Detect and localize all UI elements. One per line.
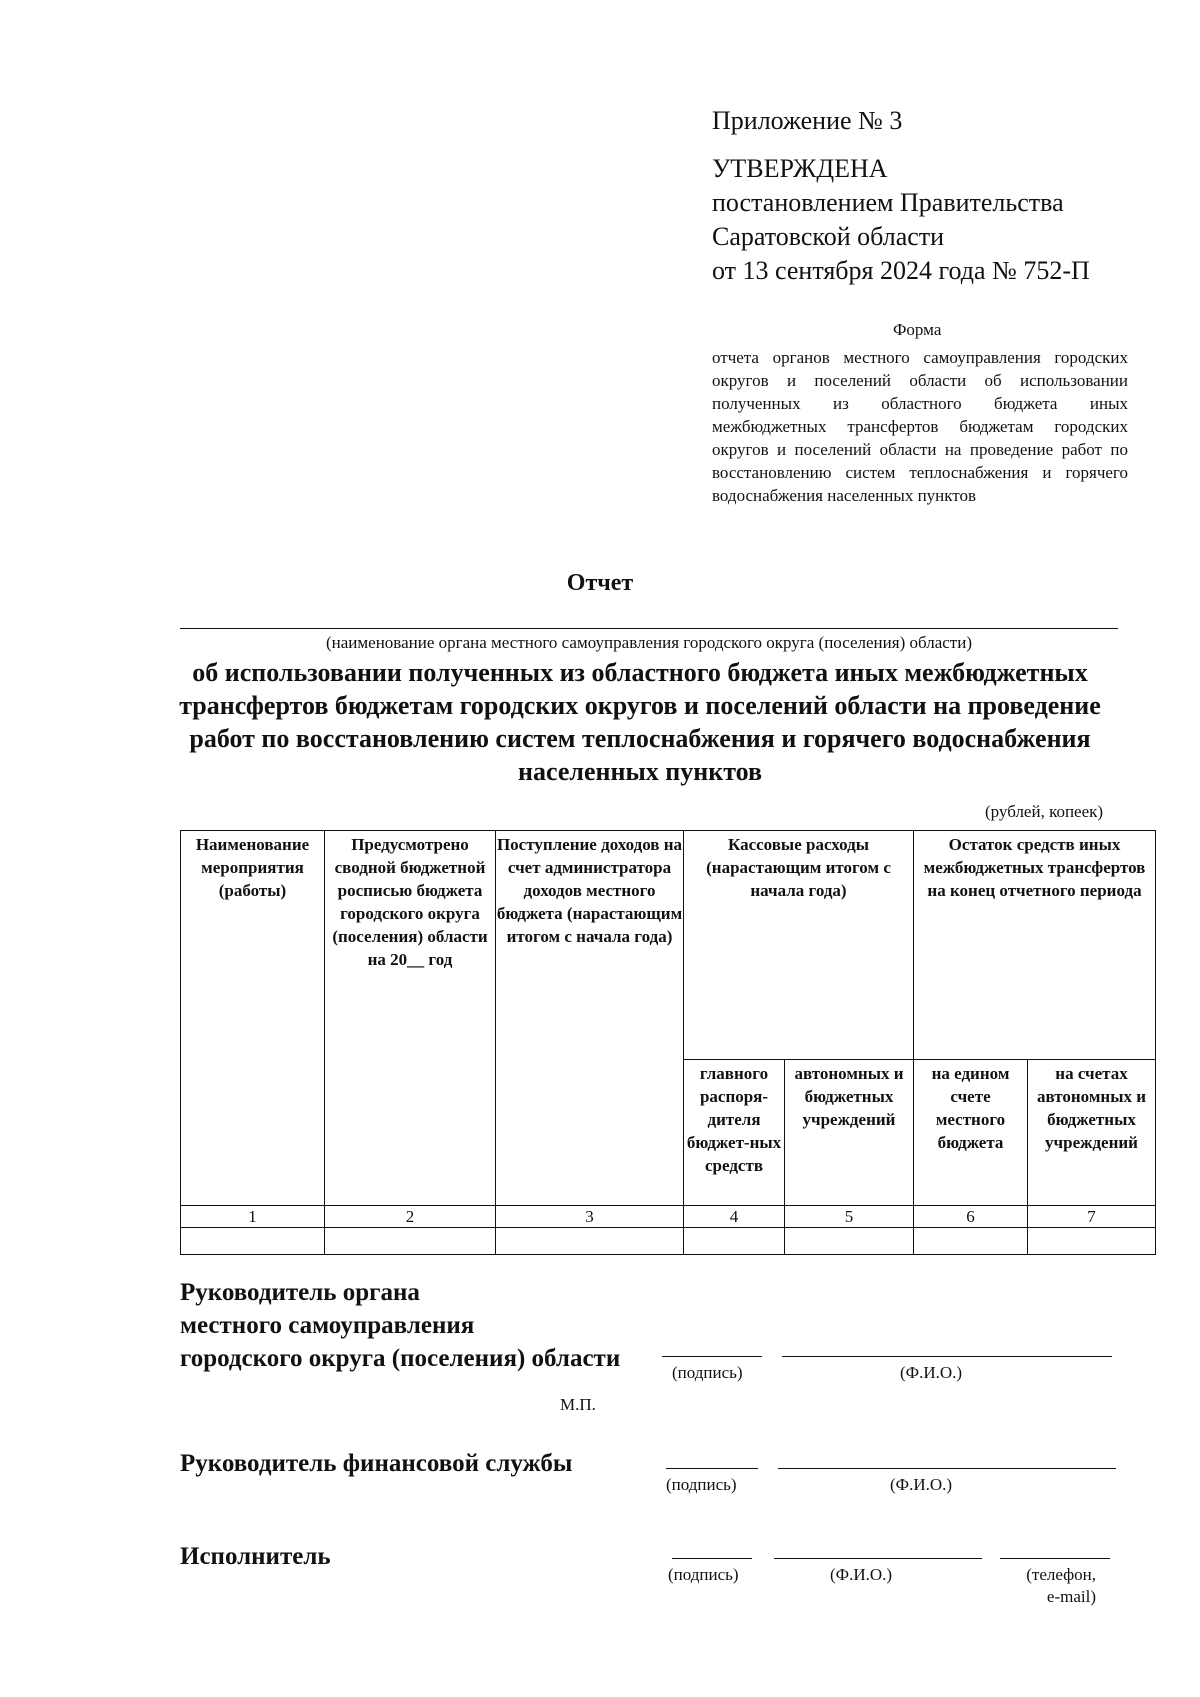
executor-contact-line-2: e-mail) — [1046, 1587, 1096, 1606]
table-cell — [914, 1228, 1028, 1255]
table-cell — [1028, 1228, 1156, 1255]
finance-name-caption: (Ф.И.О.) — [890, 1475, 953, 1494]
column-number-row — [181, 1206, 1156, 1228]
report-title: Отчет — [566, 570, 634, 596]
subheader-institutions-accounts: на счетах автономных и бюджетных учреждений — [1028, 1060, 1156, 1206]
table-row — [181, 1228, 1156, 1255]
report-table — [180, 830, 1156, 1255]
approval-block — [712, 104, 1152, 288]
finance-signature-caption: (подпись) — [666, 1475, 737, 1494]
approved-label: УТВЕРЖДЕНА — [712, 154, 888, 183]
head-title-line-2: местного самоуправления — [180, 1312, 475, 1339]
column-number: 4 — [684, 1206, 785, 1228]
report-subject: об использовании полученных из областного бюджета иных межбюджетных трансфертов бюджетам городских округов и поселений области на проведение работ по восстановлению систем теплоснабжения и горячего водоснабжения населенных пунктов — [179, 658, 1101, 786]
finance-signature-line — [666, 1468, 758, 1469]
column-number: 6 — [914, 1206, 1028, 1228]
table-header-row — [181, 831, 1156, 1060]
column-number: 2 — [325, 1206, 496, 1228]
column-number: 7 — [1028, 1206, 1156, 1228]
form-description: отчета органов местного самоуправления городских округов и поселений области об использовании полученных из областного бюджета иных межбюджетных трансфертов бюджетам городских округов и поселений области на проведение работ по восстановлению систем теплоснабжения и горячего водоснабжения населенных пунктов — [712, 348, 1128, 505]
organization-name-caption: (наименование органа местного самоуправления городского округа (поселения) области) — [326, 633, 972, 652]
head-signature-caption: (подпись) — [672, 1363, 743, 1382]
executor-name-caption: (Ф.И.О.) — [830, 1565, 893, 1584]
column-number: 3 — [496, 1206, 684, 1228]
header-remaining-funds: Остаток средств иных межбюджетных трансфертов на конец отчетного периода — [914, 831, 1156, 1060]
units-note: (рублей, копеек) — [985, 802, 1104, 821]
executor-contact-caption — [1014, 1564, 1096, 1608]
approval-line-1: постановлением Правительства — [712, 188, 1064, 217]
table-cell — [496, 1228, 684, 1255]
head-name-caption: (Ф.И.О.) — [900, 1363, 963, 1382]
head-title-line-1: Руководитель органа — [180, 1279, 420, 1306]
table-cell — [181, 1228, 325, 1255]
header-budget-planned: Предусмотрено сводной бюджетной росписью бюджета городского округа (поселения) области на 20__ год — [325, 831, 496, 1206]
approval-line-2: Саратовской области — [712, 222, 945, 251]
stamp-placeholder: М.П. — [560, 1395, 596, 1414]
form-label: Форма — [893, 320, 942, 339]
column-number: 1 — [181, 1206, 325, 1228]
executor-signature-line — [672, 1558, 752, 1559]
table-cell — [785, 1228, 914, 1255]
executor-name-line — [774, 1558, 982, 1559]
finance-name-line — [778, 1468, 1116, 1469]
head-signature-title — [180, 1276, 620, 1375]
approval-line-3: от 13 сентября 2024 года № 752-П — [712, 256, 1090, 285]
finance-signature-title: Руководитель финансовой службы — [180, 1450, 573, 1477]
subheader-institutions-expenses: автономных и бюджетных учреждений — [785, 1060, 914, 1206]
header-income-received: Поступление доходов на счет администратора доходов местного бюджета (нарастающим итогом с начала года) — [496, 831, 684, 1206]
column-number: 5 — [785, 1206, 914, 1228]
head-signature-line — [662, 1356, 762, 1357]
table-cell — [325, 1228, 496, 1255]
executor-signature-caption: (подпись) — [668, 1565, 739, 1584]
executor-signature-title: Исполнитель — [180, 1543, 331, 1570]
header-cash-expenses: Кассовые расходы (нарастающим итогом с начала года) — [684, 831, 914, 1060]
executor-contact-line-1: (телефон, — [1026, 1565, 1096, 1584]
head-title-line-3: городского округа (поселения) области — [180, 1345, 621, 1372]
header-event-name: Наименование мероприятия (работы) — [181, 831, 325, 1206]
subheader-single-account: на едином счете местного бюджета — [914, 1060, 1028, 1206]
table-cell — [684, 1228, 785, 1255]
appendix-number: Приложение № 3 — [712, 106, 903, 135]
organization-name-line — [180, 628, 1118, 629]
head-name-line — [782, 1356, 1112, 1357]
executor-contact-line — [1000, 1558, 1110, 1559]
subheader-chief-manager: главного распоря-дителя бюджет-ных средств — [684, 1060, 785, 1206]
